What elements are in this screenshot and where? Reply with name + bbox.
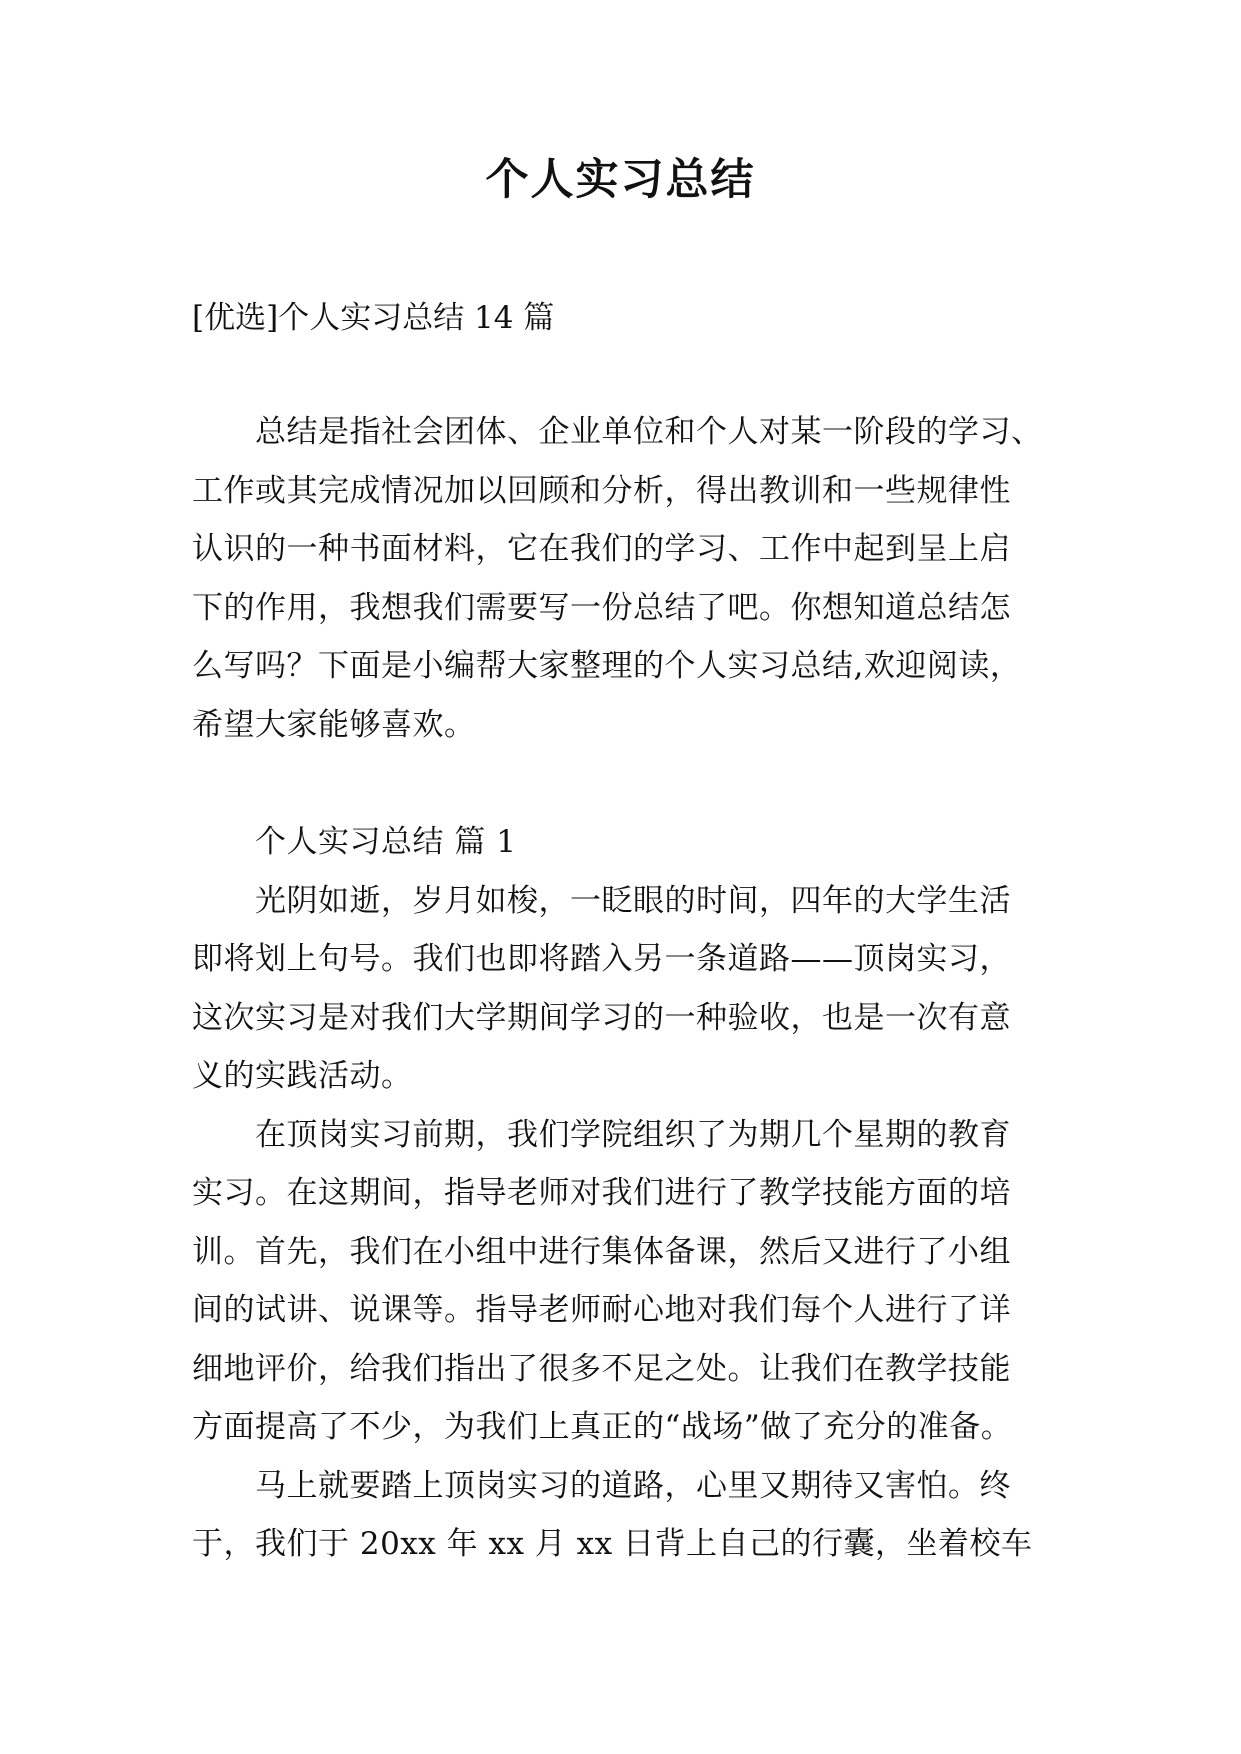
body-line: 训。首先，我们在小组中进行集体备课，然后又进行了小组	[192, 1233, 1011, 1270]
body-line: 这次实习是对我们大学期间学习的一种验收，也是一次有意	[192, 999, 1011, 1036]
intro-line: 下的作用，我想我们需要写一份总结了吧。你想知道总结怎	[192, 589, 1011, 626]
body-line: 于，我们于 20xx 年 xx 月 xx 日背上自己的行囊，坐着校车	[192, 1526, 1033, 1562]
intro-paragraph	[192, 403, 1062, 754]
body-line: 细地评价，给我们指出了很多不足之处。让我们在教学技能	[192, 1350, 1011, 1387]
document-title: 个人实习总结	[485, 155, 756, 205]
body-line: 方面提高了不少，为我们上真正的“战场”做了充分的准备。	[192, 1409, 1013, 1445]
body-line: 光阴如逝，岁月如梭，一眨眼的时间，四年的大学生活	[192, 882, 1011, 919]
intro-line: 希望大家能够喜欢。	[192, 706, 476, 743]
intro-line: 总结是指社会团体、企业单位和个人对某一阶段的学习、	[192, 414, 1043, 450]
body-line: 实习。在这期间，指导老师对我们进行了教学技能方面的培	[192, 1175, 1011, 1211]
intro-line: 工作或其完成情况加以回顾和分析，得出教训和一些规律性	[192, 472, 1011, 509]
section-1	[192, 813, 1062, 1574]
body-line: 间的试讲、说课等。指导老师耐心地对我们每个人进行了详	[192, 1292, 1011, 1328]
body-line: 义的实践活动。	[192, 1058, 413, 1094]
body-line: 在顶岗实习前期，我们学院组织了为期几个星期的教育	[192, 1116, 1011, 1153]
body-line: 即将划上句号。我们也即将踏入另一条道路——顶岗实习，	[192, 941, 1011, 977]
intro-line: 认识的一种书面材料，它在我们的学习、工作中起到呈上启	[192, 531, 1011, 567]
document-subtitle: [优选]个人实习总结 14 篇	[192, 300, 555, 336]
body-line: 马上就要踏上顶岗实习的道路，心里又期待又害怕。终	[192, 1467, 1011, 1504]
section-heading: 个人实习总结 篇 1	[192, 824, 517, 860]
intro-line: 么写吗？下面是小编帮大家整理的个人实习总结,欢迎阅读，	[192, 648, 1022, 684]
